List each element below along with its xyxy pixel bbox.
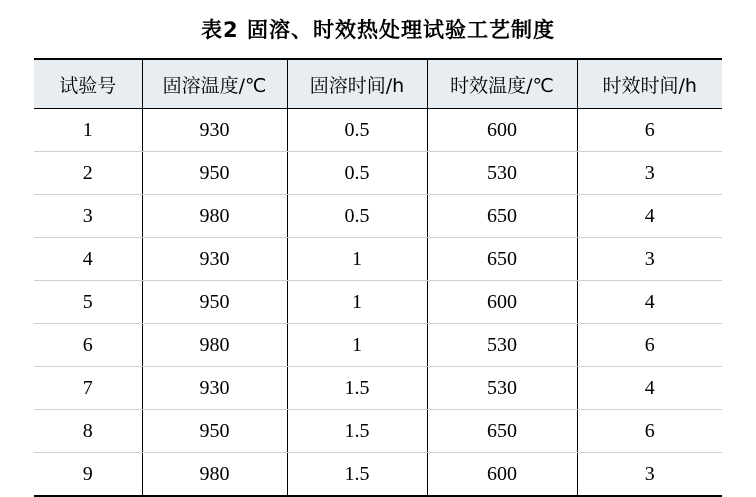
cell-aging-time: 3	[577, 453, 722, 497]
cell-aging-temperature: 650	[427, 410, 577, 453]
cell-test-number: 1	[34, 109, 142, 152]
cell-solution-time: 1.5	[287, 367, 427, 410]
cell-test-number: 4	[34, 238, 142, 281]
cell-aging-time: 3	[577, 238, 722, 281]
cell-solution-temperature: 930	[142, 238, 287, 281]
cell-aging-time: 6	[577, 324, 722, 367]
cell-test-number: 8	[34, 410, 142, 453]
cell-solution-time: 1.5	[287, 410, 427, 453]
cell-solution-time: 1	[287, 238, 427, 281]
table-row	[34, 367, 722, 410]
cell-solution-time: 1.5	[287, 453, 427, 497]
cell-aging-time: 4	[577, 281, 722, 324]
cell-solution-temperature: 930	[142, 109, 287, 152]
cell-aging-temperature: 530	[427, 367, 577, 410]
cell-aging-temperature: 650	[427, 195, 577, 238]
table-row	[34, 281, 722, 324]
cell-test-number: 7	[34, 367, 142, 410]
column-header-solution-time: 固溶时间/h	[287, 59, 427, 109]
table-row	[34, 410, 722, 453]
cell-aging-time: 4	[577, 367, 722, 410]
cell-aging-temperature: 600	[427, 453, 577, 497]
cell-aging-temperature: 600	[427, 281, 577, 324]
table-body	[34, 109, 722, 497]
cell-test-number: 5	[34, 281, 142, 324]
cell-solution-time: 0.5	[287, 109, 427, 152]
cell-test-number: 2	[34, 152, 142, 195]
cell-solution-time: 1	[287, 281, 427, 324]
table-caption: 表2 固溶、时效热处理试验工艺制度	[201, 18, 555, 42]
column-header-aging-temperature: 时效温度/℃	[427, 59, 577, 109]
table-row	[34, 453, 722, 497]
table-header-row	[34, 59, 722, 109]
cell-solution-time: 0.5	[287, 195, 427, 238]
table-header	[34, 59, 722, 109]
cell-solution-temperature: 950	[142, 281, 287, 324]
cell-solution-temperature: 980	[142, 324, 287, 367]
cell-solution-time: 1	[287, 324, 427, 367]
column-header-aging-time: 时效时间/h	[577, 59, 722, 109]
cell-aging-time: 3	[577, 152, 722, 195]
cell-aging-time: 4	[577, 195, 722, 238]
cell-solution-time: 0.5	[287, 152, 427, 195]
table-row	[34, 195, 722, 238]
cell-aging-time: 6	[577, 410, 722, 453]
experiment-schedule-table	[34, 58, 722, 497]
cell-aging-temperature: 600	[427, 109, 577, 152]
cell-solution-temperature: 950	[142, 152, 287, 195]
cell-solution-temperature: 930	[142, 367, 287, 410]
cell-aging-temperature: 530	[427, 152, 577, 195]
column-header-solution-temperature: 固溶温度/℃	[142, 59, 287, 109]
cell-aging-time: 6	[577, 109, 722, 152]
cell-solution-temperature: 980	[142, 453, 287, 497]
table-row	[34, 238, 722, 281]
cell-test-number: 3	[34, 195, 142, 238]
column-header-test-number: 试验号	[34, 59, 142, 109]
cell-aging-temperature: 530	[427, 324, 577, 367]
cell-aging-temperature: 650	[427, 238, 577, 281]
cell-solution-temperature: 980	[142, 195, 287, 238]
table-container	[0, 58, 756, 497]
table-row	[34, 324, 722, 367]
cell-test-number: 6	[34, 324, 142, 367]
table-row	[34, 152, 722, 195]
cell-solution-temperature: 950	[142, 410, 287, 453]
table-row	[34, 109, 722, 152]
cell-test-number: 9	[34, 453, 142, 497]
